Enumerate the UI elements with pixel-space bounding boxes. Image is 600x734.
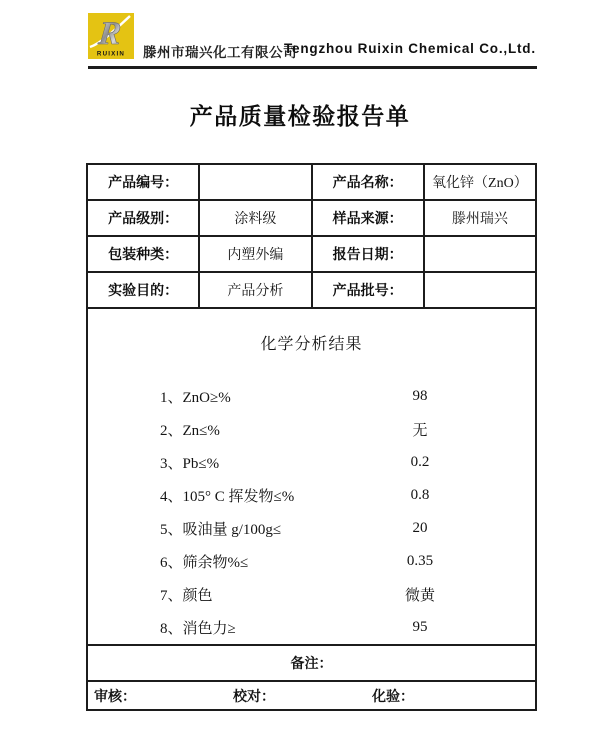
analysis-item-label: 1、ZnO≥% — [160, 390, 231, 406]
product-grade-label: 产品级别： — [87, 200, 199, 236]
analysis-item-value: 0.35 — [406, 553, 434, 569]
product-code-label: 产品编号： — [87, 164, 199, 200]
analysis-section-title: 化学分析结果 — [260, 336, 363, 353]
test-purpose-value: 产品分析 — [199, 272, 311, 308]
analysis-item-label: 4、105° C 挥发物≤% — [160, 489, 295, 505]
page-title: 产品质量检验报告单 — [189, 103, 411, 129]
analysis-item-label: 8、消色力≥ — [160, 621, 236, 637]
analysis-item-value: 0.8 — [410, 487, 430, 503]
analysis-section — [87, 308, 536, 645]
report-date-label: 报告日期： — [312, 236, 424, 272]
list-item — [160, 578, 480, 611]
product-name-label: 产品名称： — [312, 164, 424, 200]
report-date-value — [424, 236, 536, 272]
analysis-item-value: 95 — [412, 619, 428, 635]
list-item — [160, 512, 480, 545]
remarks-label: 备注： — [87, 645, 536, 681]
company-name-chinese: 滕州市瑞兴化工有限公司 — [143, 45, 297, 60]
sample-source-label: 样品来源： — [312, 200, 424, 236]
analysis-cell — [87, 308, 536, 645]
product-grade-value: 涂料级 — [199, 200, 311, 236]
batch-number-label: 产品批号： — [312, 272, 424, 308]
review-label: 审核： — [94, 687, 136, 704]
analysis-item-label: 2、Zn≤% — [160, 423, 220, 439]
signatures-row — [87, 681, 536, 710]
analysis-item-value: 微黄 — [404, 588, 435, 604]
svg-text:R: R — [96, 16, 123, 52]
analysis-item-label: 3、Pb≤% — [160, 456, 220, 472]
list-item — [160, 413, 480, 446]
table-row — [87, 272, 536, 308]
list-item — [160, 446, 480, 479]
analysis-item-value: 无 — [412, 423, 428, 439]
product-code-value — [199, 164, 311, 200]
package-type-value: 内塑外编 — [199, 236, 311, 272]
company-name-english: Tengzhou Ruixin Chemical Co.,Ltd. — [284, 41, 536, 56]
remarks-row — [87, 645, 536, 681]
signatures-cell — [87, 681, 536, 710]
product-name-value: 氧化锌（ZnO） — [424, 164, 536, 200]
list-item — [160, 611, 480, 644]
list-item — [160, 545, 480, 578]
analysis-item-label: 6、筛余物%≤ — [160, 555, 249, 571]
proofread-label: 校对： — [233, 687, 275, 704]
table-row — [87, 236, 536, 272]
header-divider — [88, 66, 537, 69]
analysis-items — [88, 380, 535, 644]
report-table — [86, 163, 537, 711]
sample-source-value: 滕州瑞兴 — [424, 200, 536, 236]
list-item — [160, 479, 480, 512]
table-row — [87, 164, 536, 200]
analysis-item-value: 0.2 — [410, 454, 430, 470]
list-item — [160, 380, 480, 413]
analysis-item-value: 20 — [412, 520, 428, 536]
analysis-item-label: 5、吸油量 g/100g≤ — [160, 522, 282, 538]
package-type-label: 包装种类： — [87, 236, 199, 272]
company-logo-icon — [88, 13, 134, 59]
table-row — [87, 200, 536, 236]
test-purpose-label: 实验目的： — [87, 272, 199, 308]
logo-text: RUIXIN — [96, 50, 126, 58]
batch-number-value — [424, 272, 536, 308]
analysis-item-value: 98 — [412, 388, 428, 404]
analysis-item-label: 7、颜色 — [160, 588, 213, 604]
test-label: 化验： — [372, 687, 414, 704]
